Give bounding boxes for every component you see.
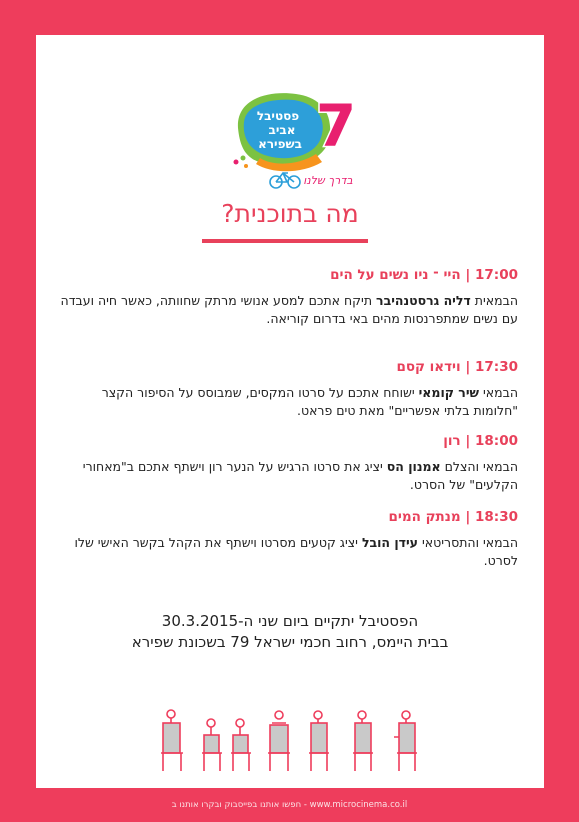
footer-link[interactable]: חפשו אותנו בפייסבוק ובקרו אותנו ב - www.microcinema.co.il <box>171 800 408 810</box>
event-name: היי ־ ניו נשים על הים <box>330 267 461 283</box>
event-heading: 18:30 | מנתק המים <box>388 509 518 525</box>
title-underline <box>202 239 368 243</box>
chair-person-icon <box>231 719 251 771</box>
page-title: מה בתוכנית? <box>221 199 359 228</box>
event-item <box>56 433 518 494</box>
event-person: דליה גרסטנהיבר <box>376 293 471 308</box>
chair-person-icon <box>309 711 329 771</box>
logo-number: 7 <box>315 92 357 160</box>
event-item <box>56 267 518 328</box>
event-person: שיר קומאי <box>418 385 479 400</box>
festival-date: הפסטיבל יתקיים ביום שני ה-30.3.2015 <box>161 612 419 630</box>
event-description <box>56 384 518 420</box>
event-time: 18:00 <box>475 433 518 449</box>
event-heading: 18:00 | רון <box>443 433 518 449</box>
event-description <box>56 458 518 494</box>
bicycle-icon <box>270 173 300 188</box>
event-name: וידאו קסם <box>396 359 461 375</box>
event-person: עידן הובל <box>361 535 418 550</box>
event-text: הבמאי והצלם <box>440 459 518 474</box>
chair-person-icon <box>353 711 373 771</box>
event-name: רון <box>443 433 461 449</box>
chair-person-icon <box>394 711 417 771</box>
event-item <box>56 509 518 570</box>
event-person: אמנון הס <box>386 459 441 474</box>
chair-person-icon <box>268 711 290 771</box>
event-heading: 17:00 | היי ־ ניו נשים על הים <box>330 267 518 283</box>
event-text: יציג את סרטו הרגיש על הנער רון וישתף אתכם ב"מאחורי הקלעים" של הסרט. <box>82 459 518 492</box>
logo-text-line2: אביב <box>268 123 296 137</box>
logo-text-line3: בשפירא <box>258 137 302 151</box>
audience-illustration <box>156 707 436 775</box>
program-card <box>36 35 544 788</box>
logo-text-line1: פסטיבל <box>256 109 300 123</box>
event-text: הבמאית <box>470 293 518 308</box>
event-text: הבמאי <box>478 385 518 400</box>
event-text: יציג קטעים מסרטו וישתף את הקהל בקשר האישי שלו לסרט. <box>74 535 518 568</box>
event-time: 18:30 <box>475 509 518 525</box>
festival-info <box>36 611 544 653</box>
chair-person-icon <box>161 710 183 771</box>
festival-logo <box>232 70 362 200</box>
event-description <box>56 292 518 328</box>
festival-location: בבית היימס, רחוב חכמי ישראל 79 בשכונת שפירא <box>131 633 449 651</box>
event-time: 17:30 <box>475 359 518 375</box>
event-description <box>56 534 518 570</box>
event-heading: 17:30 | וידאו קסם <box>396 359 518 375</box>
event-item <box>56 359 518 420</box>
chair-person-icon <box>202 719 222 771</box>
event-text: הבמאי והתסריטאי <box>418 535 518 550</box>
event-time: 17:00 <box>475 267 518 283</box>
event-text: ישוחח אתכם על סרטו המקסים, שמבוסס על הסיפור הקצר "חלומות בלתי אפשריים" מאת טים פראט. <box>101 385 518 418</box>
logo-tagline: בדרך שלנו <box>303 174 353 187</box>
event-name: מנתק המים <box>388 509 461 525</box>
event-text: תיקח אתכם למסע אנושי מרתק שחוותה, כאשר חיה ועבדה עם נשים שמתפרנסות מהים באי בדרום קוריאה. <box>60 293 518 326</box>
